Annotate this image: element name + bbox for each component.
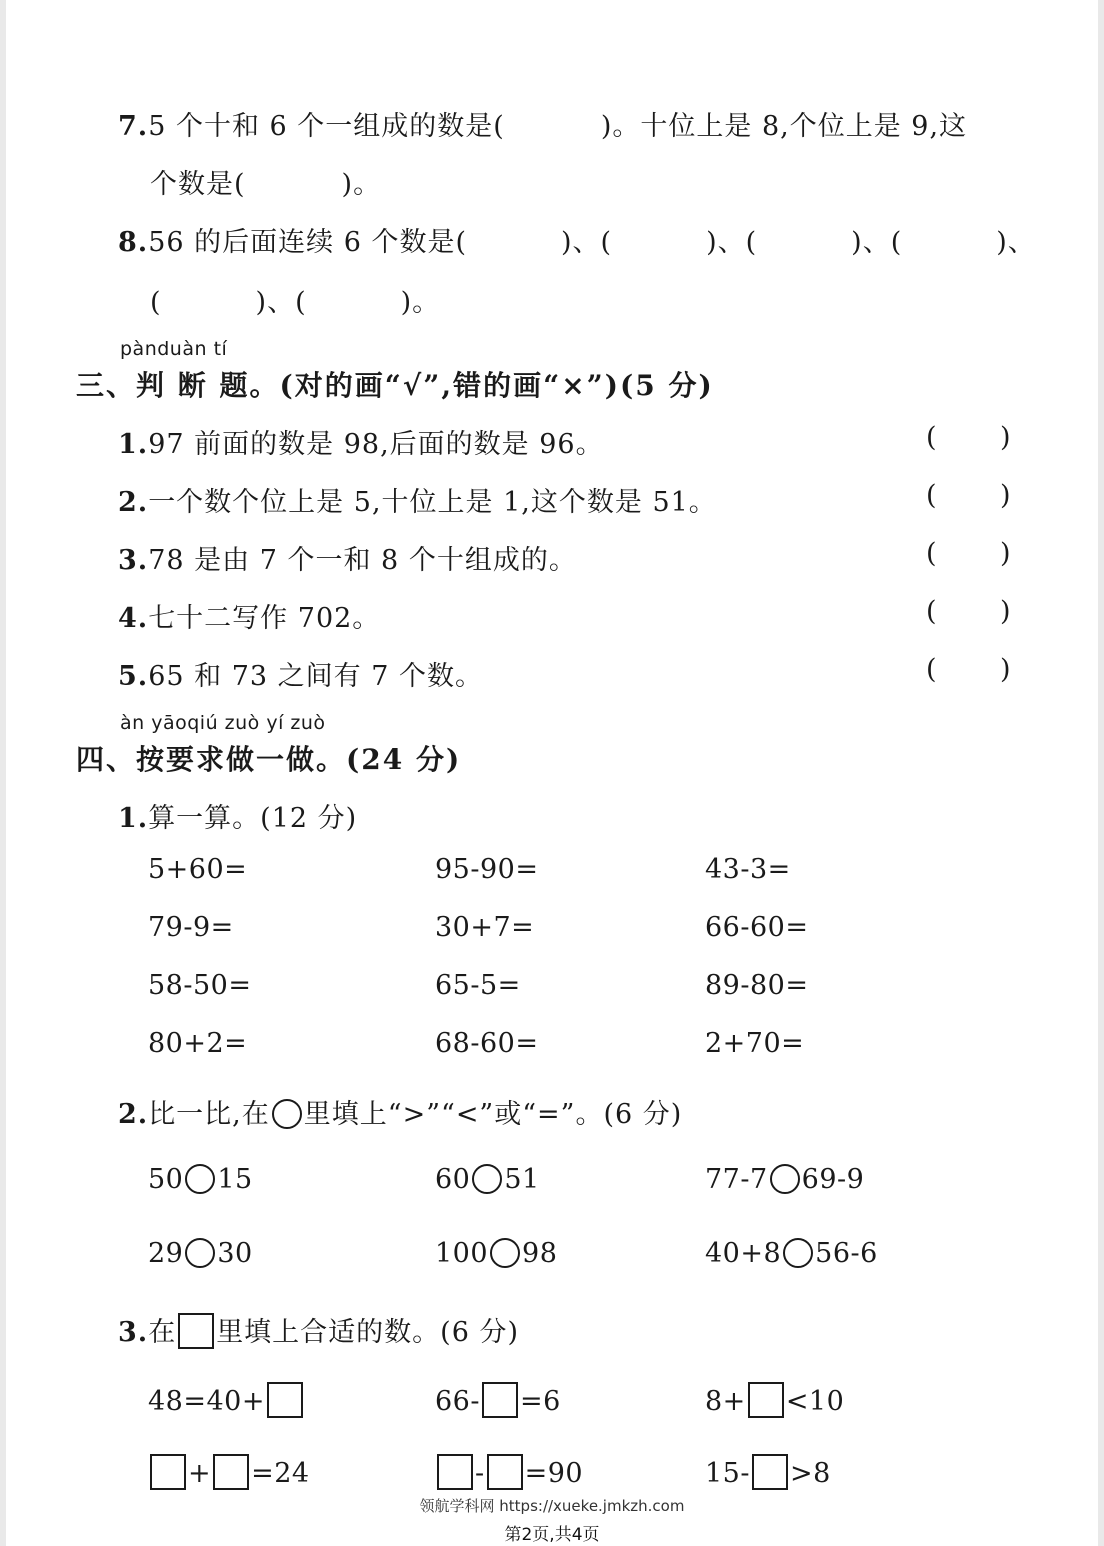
fill-box-item: 48=40+ [148, 1382, 305, 1418]
calc-expression: 65-5= [435, 970, 521, 1001]
answer-box[interactable] [487, 1454, 523, 1490]
calc-expression: 79-9= [148, 912, 234, 943]
judge-item-3: 3.78 是由 7 个一和 8 个十组成的。 [118, 545, 577, 576]
calc-expression: 80+2= [148, 1028, 248, 1059]
question-8-line1: 8.56 的后面连续 6 个数是( )、( )、( )、( )、 [118, 227, 1036, 258]
compare-item: 77-7 69-9 [705, 1164, 865, 1195]
part-3-title: 3.在 里填上合适的数。(6 分) [118, 1310, 519, 1349]
calc-expression: 89-80= [705, 970, 809, 1001]
compare-item: 100 98 [435, 1238, 558, 1269]
page-number: 第2页,共4页 [504, 1525, 600, 1545]
compare-circle[interactable] [770, 1164, 800, 1194]
judge-item-1: 1.97 前面的数是 98,后面的数是 96。 [118, 429, 604, 460]
section-3-title: 三、判 断 题。(对的画“√”,错的画“×”)(5 分) [76, 369, 714, 402]
compare-item: 29 30 [148, 1238, 253, 1269]
fill-box-item: + =24 [148, 1454, 310, 1490]
compare-item: 40+8 56-6 [705, 1238, 878, 1269]
page-left-edge [0, 0, 6, 1546]
compare-item: 60 51 [435, 1164, 540, 1195]
answer-bracket-open[interactable]: ( [926, 422, 937, 453]
calc-expression: 68-60= [435, 1028, 539, 1059]
compare-circle[interactable] [472, 1164, 502, 1194]
answer-bracket-close: ) [1000, 480, 1011, 511]
compare-circle[interactable] [490, 1238, 520, 1268]
part-2-title: 2.比一比,在 里填上“>”“<”或“=”。(6 分) [118, 1099, 683, 1130]
answer-box[interactable] [267, 1382, 303, 1418]
calc-expression: 43-3= [705, 854, 791, 885]
calc-expression: 2+70= [705, 1028, 805, 1059]
answer-bracket-open[interactable]: ( [926, 480, 937, 511]
judge-item-2: 2.一个数个位上是 5,十位上是 1,这个数是 51。 [118, 487, 717, 518]
answer-box[interactable] [748, 1382, 784, 1418]
fill-box-item: 15- >8 [705, 1454, 831, 1490]
fill-box-item: 66- =6 [435, 1382, 561, 1418]
answer-bracket-close: ) [1000, 596, 1011, 627]
answer-bracket-open[interactable]: ( [926, 538, 937, 569]
answer-bracket-close: ) [1000, 654, 1011, 685]
judge-item-4: 4.七十二写作 702。 [118, 603, 381, 634]
page-right-edge [1098, 0, 1104, 1546]
question-7-line2: 个数是( )。 [150, 169, 382, 200]
answer-box[interactable] [752, 1454, 788, 1490]
calc-expression: 95-90= [435, 854, 539, 885]
calc-expression: 5+60= [148, 854, 248, 885]
calc-expression: 30+7= [435, 912, 535, 943]
part-1-title: 1.算一算。(12 分) [118, 803, 358, 834]
judge-item-5: 5.65 和 73 之间有 7 个数。 [118, 661, 483, 692]
circle-icon [272, 1099, 302, 1129]
answer-bracket-open[interactable]: ( [926, 654, 937, 685]
fill-box-item: - =90 [435, 1454, 583, 1490]
footer-website: 领航学科网 https://xueke.jmkzh.com [419, 1497, 685, 1515]
answer-bracket-close: ) [1000, 538, 1011, 569]
answer-box[interactable] [150, 1454, 186, 1490]
answer-box[interactable] [437, 1454, 473, 1490]
compare-circle[interactable] [185, 1164, 215, 1194]
section-4-pinyin: àn yāoqiú zuò yí zuò [120, 712, 326, 734]
fill-box-item: 8+ <10 [705, 1382, 844, 1418]
section-3-pinyin: pànduàn tí [120, 338, 228, 360]
answer-box[interactable] [482, 1382, 518, 1418]
square-icon [178, 1313, 214, 1349]
answer-box[interactable] [213, 1454, 249, 1490]
calc-expression: 66-60= [705, 912, 809, 943]
compare-circle[interactable] [185, 1238, 215, 1268]
answer-bracket-close: ) [1000, 422, 1011, 453]
answer-bracket-open[interactable]: ( [926, 596, 937, 627]
question-8-line2: ( )、( )。 [150, 287, 441, 318]
compare-item: 50 15 [148, 1164, 253, 1195]
question-7-line1: 7.5 个十和 6 个一组成的数是( )。十位上是 8,个位上是 9,这 [118, 111, 968, 142]
calc-expression: 58-50= [148, 970, 252, 1001]
section-4-title: 四、按要求做一做。(24 分) [76, 743, 462, 776]
compare-circle[interactable] [783, 1238, 813, 1268]
